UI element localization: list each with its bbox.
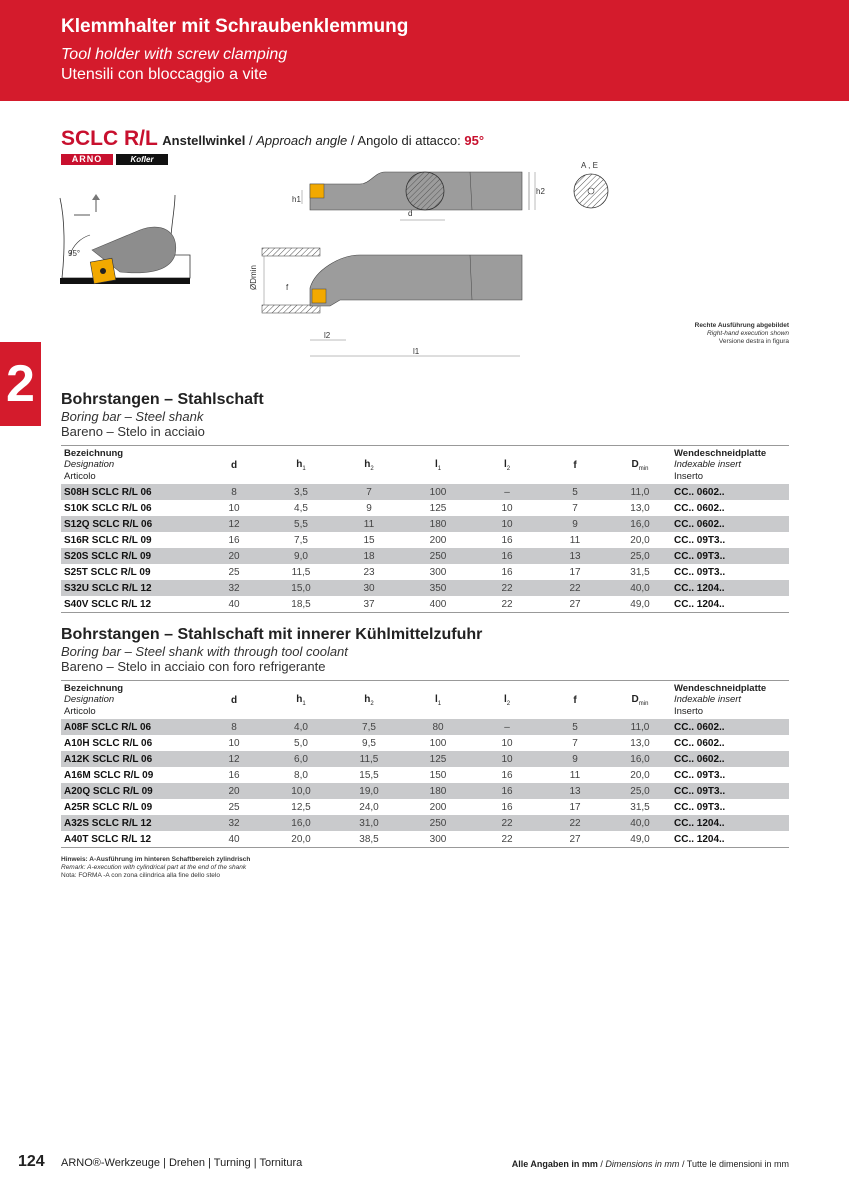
cell-l2: 16: [501, 769, 513, 781]
cell-dmin: 11,0: [609, 719, 671, 735]
header-title-de: Klemmhalter mit Schraubenklemmung: [61, 16, 409, 37]
section1-title-en: Boring bar – Steel shank: [61, 409, 204, 424]
section2-title: [61, 626, 482, 674]
dmin-label: ØDmin: [249, 265, 258, 290]
col-l2: $l_2$: [473, 681, 541, 720]
section2-title-en: Boring bar – Steel shank with through tool coolant: [61, 644, 348, 659]
cell-designation: A40T SCLC R/L 12: [61, 831, 201, 848]
cell-f: 27: [541, 831, 609, 848]
cell-l1: 300: [403, 831, 473, 848]
chapter-tab: 2: [0, 342, 41, 426]
cell-l1: 180: [403, 783, 473, 799]
cell-designation: A20Q SCLC R/L 09: [61, 783, 201, 799]
cell-insert: CC.. 1204..: [671, 815, 789, 831]
table-row: [61, 799, 789, 815]
spec-table-coolant: [61, 680, 789, 848]
spec-table-steel-shank: [61, 445, 789, 613]
cell-l1: 125: [403, 751, 473, 767]
footer-units-note: Alle Angaben in mm / Dimensions in mm / Tutte le dimensioni in mm: [511, 1159, 789, 1169]
cell-d: 40: [201, 596, 267, 613]
cell-f: 22: [541, 815, 609, 831]
col-f: f: [541, 446, 609, 485]
cell-insert: CC.. 09T3..: [674, 769, 726, 781]
cell-d: 20: [201, 783, 267, 799]
cell-h1: 20,0: [267, 831, 335, 848]
cell-insert: CC.. 09T3..: [674, 801, 726, 813]
cell-insert: CC.. 0602..: [674, 502, 725, 514]
col-dmin: $D_{min}$: [609, 446, 671, 485]
cell-h1: 12,5: [291, 801, 311, 813]
cell-l2: 10: [473, 751, 541, 767]
cell-l2: 16: [501, 566, 513, 578]
cell-f: 13: [541, 548, 609, 564]
cell-h2: 15,5: [359, 769, 379, 781]
header-title-en: Tool holder with screw clamping: [61, 46, 288, 63]
cell-l2: 22: [473, 831, 541, 848]
cell-l2: 22: [473, 596, 541, 613]
cell-h1: 9,0: [267, 548, 335, 564]
remark-de: Hinweis: A-Ausführung im hinteren Schaftbereich zylindrisch: [61, 856, 251, 863]
cell-designation: S20S SCLC R/L 09: [61, 548, 201, 564]
cell-d: 12: [201, 516, 267, 532]
page-number: 124: [18, 1153, 45, 1170]
machining-view: [60, 194, 190, 284]
cell-h1: 5,5: [267, 516, 335, 532]
col-l1: $l_1$: [403, 446, 473, 485]
product-code: SCLC R/L: [61, 127, 158, 150]
cell-l2: –: [473, 719, 541, 735]
cell-h2: 9: [366, 502, 372, 514]
cell-dmin: 11,0: [609, 484, 671, 500]
remark-en: Remark: A-execution with cylindrical part at the end of the shank: [61, 864, 247, 871]
cell-h1: 10,0: [267, 783, 335, 799]
cell-l1: 250: [403, 815, 473, 831]
col-l1: $l_1$: [403, 681, 473, 720]
cell-insert: CC.. 1204..: [671, 596, 789, 613]
cell-f: 5: [541, 484, 609, 500]
section1-title-it: Bareno – Stelo in acciaio: [61, 424, 205, 439]
col-designation: Bezeichnung Designation Articolo: [61, 446, 201, 485]
cell-f: 17: [569, 566, 581, 578]
cell-h2: 7,5: [335, 719, 403, 735]
cell-l2: 16: [501, 534, 513, 546]
cell-d: 32: [201, 580, 267, 596]
cell-f: 7: [572, 737, 578, 749]
remark-note: [61, 856, 250, 880]
cell-h1: 11,5: [291, 566, 311, 578]
cell-l1: 100: [429, 737, 447, 749]
section1-title-de: Bohrstangen – Stahlschaft: [61, 391, 264, 408]
section1-title: [61, 391, 264, 439]
cell-l1: 200: [429, 534, 447, 546]
cell-h2: 30: [335, 580, 403, 596]
execution-note-it: Versione destra in figura: [718, 338, 789, 345]
d-label: d: [408, 209, 413, 218]
cell-f: 5: [541, 719, 609, 735]
cell-dmin: 31,5: [630, 801, 650, 813]
cell-dmin: 31,5: [630, 566, 650, 578]
cell-designation: S40V SCLC R/L 12: [61, 596, 201, 613]
h1-label: h1: [292, 195, 301, 204]
table-row: [61, 783, 789, 799]
cell-l2: 16: [501, 801, 513, 813]
cell-l2: 10: [501, 737, 513, 749]
cell-f: 22: [541, 580, 609, 596]
cell-d: 8: [201, 719, 267, 735]
execution-note-en: Right-hand execution shown: [706, 330, 789, 337]
cell-l2: 22: [473, 815, 541, 831]
cell-f: 9: [541, 751, 609, 767]
cell-l1: 400: [403, 596, 473, 613]
cell-designation: S12Q SCLC R/L 06: [61, 516, 201, 532]
col-dmin: $D_{min}$: [609, 681, 671, 720]
cell-d: 25: [228, 801, 240, 813]
cell-f: 11: [569, 769, 581, 781]
cell-h1: 4,0: [267, 719, 335, 735]
cell-l2: 10: [473, 516, 541, 532]
cell-d: 16: [228, 534, 240, 546]
col-l2: $l_2$: [473, 446, 541, 485]
table-header: [61, 446, 789, 485]
section-ae: [574, 161, 608, 208]
cell-h2: 31,0: [335, 815, 403, 831]
cell-insert: CC.. 1204..: [671, 580, 789, 596]
cell-dmin: 13,0: [630, 737, 650, 749]
cell-l2: 16: [473, 783, 541, 799]
h2-label: h2: [536, 187, 545, 196]
angle-label: 95°: [68, 249, 81, 258]
cell-dmin: 25,0: [609, 548, 671, 564]
cell-designation: S16R SCLC R/L 09: [64, 534, 152, 546]
kofler-logo: Kofler: [116, 154, 168, 165]
cell-l1: 300: [429, 566, 447, 578]
cell-h2: 18: [335, 548, 403, 564]
page-header: [0, 0, 849, 101]
cell-dmin: 20,0: [630, 534, 650, 546]
cell-designation: A12K SCLC R/L 06: [61, 751, 201, 767]
cell-h2: 23: [363, 566, 375, 578]
cell-f: 27: [541, 596, 609, 613]
cell-d: 32: [201, 815, 267, 831]
col-h2: $h_2$: [335, 446, 403, 485]
cell-dmin: 40,0: [609, 815, 671, 831]
cell-l2: 16: [473, 548, 541, 564]
table-row: [61, 831, 789, 848]
cell-h1: 5,0: [294, 737, 308, 749]
col-h1: $h_1$: [267, 446, 335, 485]
cell-h1: 6,0: [267, 751, 335, 767]
cell-d: 10: [228, 502, 240, 514]
cell-insert: CC.. 1204..: [671, 831, 789, 848]
cell-designation: S25T SCLC R/L 09: [64, 566, 151, 578]
cell-dmin: 49,0: [609, 596, 671, 613]
cell-insert: CC.. 09T3..: [671, 783, 789, 799]
cell-d: 20: [201, 548, 267, 564]
top-bar-view: [292, 172, 545, 220]
cell-insert: CC.. 0602..: [671, 484, 789, 500]
cell-d: 16: [228, 769, 240, 781]
cell-h2: 11,5: [335, 751, 403, 767]
cell-l1: 250: [403, 548, 473, 564]
cell-insert: CC.. 09T3..: [671, 548, 789, 564]
cell-dmin: 49,0: [609, 831, 671, 848]
cell-h1: 3,5: [267, 484, 335, 500]
cell-f: 7: [572, 502, 578, 514]
arno-logo: ARNO: [61, 154, 113, 165]
cell-l1: 180: [403, 516, 473, 532]
cell-designation: S32U SCLC R/L 12: [61, 580, 201, 596]
cell-h2: 11: [335, 516, 403, 532]
cell-insert: CC.. 09T3..: [674, 534, 726, 546]
col-d: d: [201, 446, 267, 485]
table-row: [61, 564, 789, 580]
table-row: [61, 532, 789, 548]
cell-dmin: 16,0: [609, 751, 671, 767]
col-designation: Bezeichnung Designation Articolo: [61, 681, 201, 720]
cell-designation: S10K SCLC R/L 06: [64, 502, 152, 514]
cell-h2: 24,0: [359, 801, 379, 813]
technical-drawing: [40, 160, 790, 365]
cell-l2: 22: [473, 580, 541, 596]
remark-it: Nota: FORMA -A con zona cilindrica alla fine dello stelo: [61, 872, 220, 879]
cell-designation: A10H SCLC R/L 06: [64, 737, 153, 749]
cell-insert: CC.. 0602..: [671, 719, 789, 735]
cell-l1: 150: [429, 769, 447, 781]
cell-h1: 15,0: [267, 580, 335, 596]
cell-f: 17: [569, 801, 581, 813]
cell-insert: CC.. 0602..: [671, 751, 789, 767]
cell-f: 13: [541, 783, 609, 799]
cell-dmin: 13,0: [630, 502, 650, 514]
table-row: [61, 484, 789, 500]
ae-label: A , E: [581, 161, 598, 170]
cell-f: 9: [541, 516, 609, 532]
section2-title-it: Bareno – Stelo in acciaio con foro refrigerante: [61, 659, 326, 674]
table-row: [61, 767, 789, 783]
cell-h2: 19,0: [335, 783, 403, 799]
cell-l1: 80: [403, 719, 473, 735]
cell-h1: 4,5: [294, 502, 308, 514]
col-h1: $h_1$: [267, 681, 335, 720]
l1-label: l1: [413, 347, 420, 356]
section2-title-de: Bohrstangen – Stahlschaft mit innerer Kühlmittelzufuhr: [61, 626, 483, 643]
angle-value: 95°: [464, 133, 485, 148]
cell-l1: 125: [429, 502, 447, 514]
table-row: [61, 719, 789, 735]
table-row: [61, 815, 789, 831]
cell-d: 25: [228, 566, 240, 578]
table-row: [61, 500, 789, 516]
bore-view: [249, 248, 522, 356]
cell-h1: 18,5: [267, 596, 335, 613]
cell-l1: 350: [403, 580, 473, 596]
l2-label: l2: [324, 331, 331, 340]
cell-d: 12: [201, 751, 267, 767]
cell-designation: A16M SCLC R/L 09: [64, 769, 154, 781]
cell-dmin: 25,0: [609, 783, 671, 799]
cell-d: 8: [201, 484, 267, 500]
col-insert: Wendeschneidplatte Indexable insert Inserto: [671, 446, 789, 485]
cell-designation: A32S SCLC R/L 12: [61, 815, 201, 831]
table-row: [61, 516, 789, 532]
cell-f: 11: [569, 534, 581, 546]
col-f: f: [541, 681, 609, 720]
cell-designation: S08H SCLC R/L 06: [61, 484, 201, 500]
cell-l1: 200: [429, 801, 447, 813]
angle-label-de: Anstellwinkel: [162, 133, 246, 148]
cell-insert: CC.. 0602..: [671, 516, 789, 532]
f-label: f: [286, 283, 289, 292]
cell-dmin: 16,0: [609, 516, 671, 532]
cell-h2: 37: [335, 596, 403, 613]
execution-note-de: Rechte Ausführung abgebildet: [694, 322, 789, 329]
cell-l2: 10: [501, 502, 513, 514]
angle-label-en: Approach angle: [256, 133, 348, 148]
cell-h1: 8,0: [294, 769, 308, 781]
cell-h2: 9,5: [362, 737, 376, 749]
cell-insert: CC.. 0602..: [674, 737, 725, 749]
table-row: [61, 735, 789, 751]
table-header: [61, 681, 789, 720]
angle-label-it: Angolo di attacco:: [357, 133, 461, 148]
cell-insert: CC.. 09T3..: [674, 566, 726, 578]
cell-d: 10: [228, 737, 240, 749]
execution-note: [695, 322, 789, 346]
cell-h2: 7: [335, 484, 403, 500]
table-row: [61, 548, 789, 564]
cell-designation: A08F SCLC R/L 06: [61, 719, 201, 735]
product-heading: SCLC R/L Anstellwinkel / Approach angle / Angolo di attacco: 95°: [61, 127, 485, 150]
cell-designation: A25R SCLC R/L 09: [64, 801, 153, 813]
col-h2: $h_2$: [335, 681, 403, 720]
cell-l2: –: [473, 484, 541, 500]
table-row: [61, 580, 789, 596]
cell-d: 40: [201, 831, 267, 848]
col-insert: Wendeschneidplatte Indexable insert Inserto: [671, 681, 789, 720]
table-row: [61, 596, 789, 613]
cell-h1: 16,0: [267, 815, 335, 831]
cell-dmin: 20,0: [630, 769, 650, 781]
header-title-it: Utensili con bloccaggio a vite: [61, 66, 268, 83]
cell-l1: 100: [403, 484, 473, 500]
footer-breadcrumb: ARNO®-Werkzeuge | Drehen | Turning | Tornitura: [61, 1157, 303, 1169]
cell-dmin: 40,0: [609, 580, 671, 596]
cell-h2: 15: [363, 534, 375, 546]
cell-h1: 7,5: [294, 534, 308, 546]
table-row: [61, 751, 789, 767]
col-d: d: [201, 681, 267, 720]
cell-h2: 38,5: [335, 831, 403, 848]
